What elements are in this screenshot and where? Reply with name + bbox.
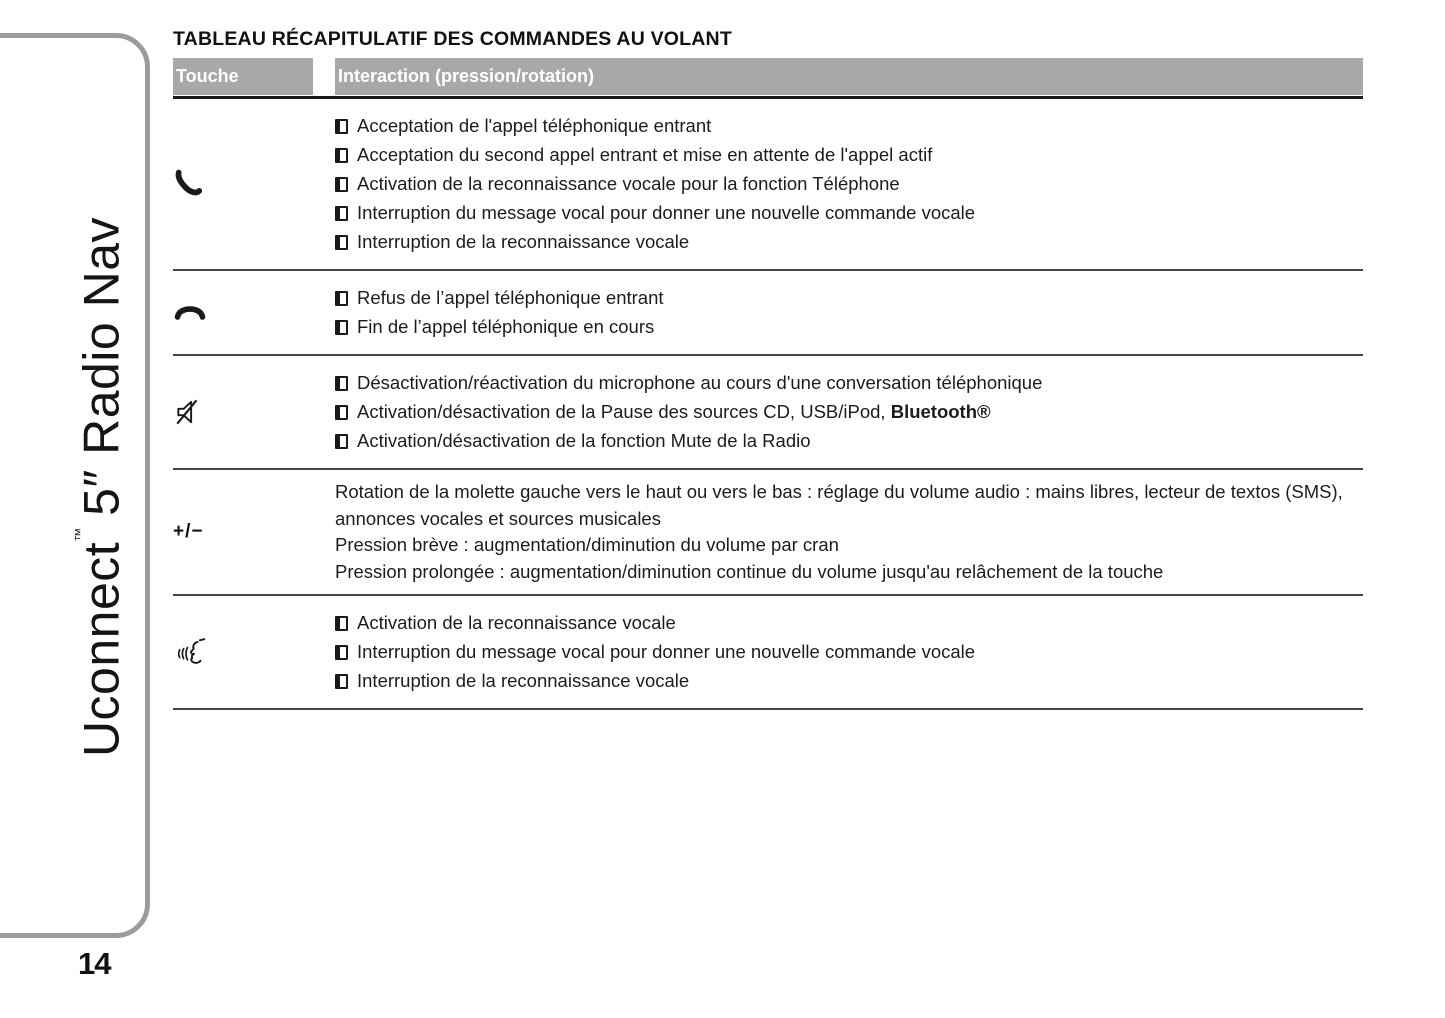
checkbox-bullet-icon: [335, 119, 348, 134]
interaction-cell: [335, 108, 1363, 260]
phone-handset-icon: [173, 168, 205, 200]
list-item-text: Fin de l’appel téléphonique en cours: [357, 316, 655, 337]
interaction-cell: [335, 365, 1363, 459]
voice-recognition-icon: [173, 632, 211, 672]
list-item-text: Interruption du message vocal pour donner une nouvelle commande vocale: [357, 202, 976, 223]
list-item: [335, 612, 1363, 634]
list-item: [335, 231, 1363, 253]
trademark-symbol: ™: [71, 527, 88, 542]
page-number: 14: [78, 946, 111, 981]
list-item-text: Désactivation/réactivation du microphone au cours d'une conversation téléphonique: [357, 372, 1043, 393]
paragraph-line: Rotation de la molette gauche vers le haut ou vers le bas : réglage du volume audio : mains libres, lecteur de textos (SMS), annonces vocales et sources musicales: [335, 481, 1343, 529]
list-item-text: Refus de l’appel téléphonique entrant: [357, 287, 664, 308]
touche-cell: [173, 395, 335, 429]
touche-cell: [173, 632, 335, 672]
list-item: [335, 115, 1363, 137]
list-item-text-bold: Bluetooth®: [890, 401, 991, 422]
list-item-text: Interruption de la reconnaissance vocale: [357, 670, 690, 691]
list-item-text: Activation de la reconnaissance vocale: [357, 612, 676, 633]
checkbox-bullet-icon: [335, 645, 348, 660]
touche-cell: [173, 304, 335, 322]
chapter-title-vertical: [72, 217, 131, 757]
phone-hang-up-icon: [173, 304, 207, 322]
list-item: [335, 144, 1363, 166]
checkbox-bullet-icon: [335, 405, 348, 420]
interaction-cell: [335, 479, 1363, 585]
list-item: [335, 173, 1363, 195]
touche-cell: [173, 168, 335, 200]
brand-name: Uconnect: [73, 541, 130, 758]
list-item: [335, 202, 1363, 224]
list-item: [335, 430, 1363, 452]
checkbox-bullet-icon: [335, 177, 348, 192]
checkbox-bullet-icon: [335, 434, 348, 449]
table-title: TABLEAU RÉCAPITULATIF DES COMMANDES AU VOLANT: [173, 28, 732, 50]
volume-rocker-label: +/−: [173, 521, 204, 542]
checkbox-bullet-icon: [335, 376, 348, 391]
list-item: [335, 401, 1363, 423]
list-item-text: Activation/désactivation de la Pause des sources CD, USB/iPod,: [357, 401, 891, 422]
mute-speaker-icon: [173, 395, 205, 429]
list-item: [335, 316, 1363, 338]
list-item-text: Acceptation du second appel entrant et mise en attente de l'appel actif: [357, 144, 933, 165]
table-row-phone: [173, 99, 1363, 271]
column-header-interaction: Interaction (pression/rotation): [335, 58, 1363, 95]
checkbox-bullet-icon: [335, 235, 348, 250]
list-item: [335, 670, 1363, 692]
list-item-text: Acceptation de l'appel téléphonique entrant: [357, 115, 712, 136]
list-item: [335, 641, 1363, 663]
checkbox-bullet-icon: [335, 148, 348, 163]
checkbox-bullet-icon: [335, 674, 348, 689]
table-row-hang-up: [173, 271, 1363, 356]
column-header-gap: [313, 58, 335, 95]
checkbox-bullet-icon: [335, 616, 348, 631]
table-row-volume: [173, 470, 1363, 596]
product-model: 5″ Radio Nav: [73, 216, 130, 516]
list-item-text: Interruption de la reconnaissance vocale: [357, 231, 690, 252]
table-row-mute: [173, 356, 1363, 470]
paragraph-line: Pression brève : augmentation/diminution du volume par cran: [335, 534, 839, 555]
list-item-text: Interruption du message vocal pour donner une nouvelle commande vocale: [357, 641, 976, 662]
touche-cell: [173, 521, 335, 543]
main-content: [173, 28, 1363, 710]
column-header-touche: Touche: [173, 58, 313, 95]
checkbox-bullet-icon: [335, 320, 348, 335]
checkbox-bullet-icon: [335, 206, 348, 221]
list-item: [335, 372, 1363, 394]
interaction-cell: [335, 280, 1363, 345]
table-header-row: [173, 58, 1363, 95]
list-item: [335, 287, 1363, 309]
table-row-voice: [173, 596, 1363, 710]
list-item-text: Activation/désactivation de la fonction Mute de la Radio: [357, 430, 811, 451]
list-item-text: Activation de la reconnaissance vocale pour la fonction Téléphone: [357, 173, 900, 194]
checkbox-bullet-icon: [335, 291, 348, 306]
paragraph-line: Pression prolongée : augmentation/diminution continue du volume jusqu'au relâchement de la touche: [335, 560, 1164, 582]
interaction-cell: [335, 605, 1363, 699]
